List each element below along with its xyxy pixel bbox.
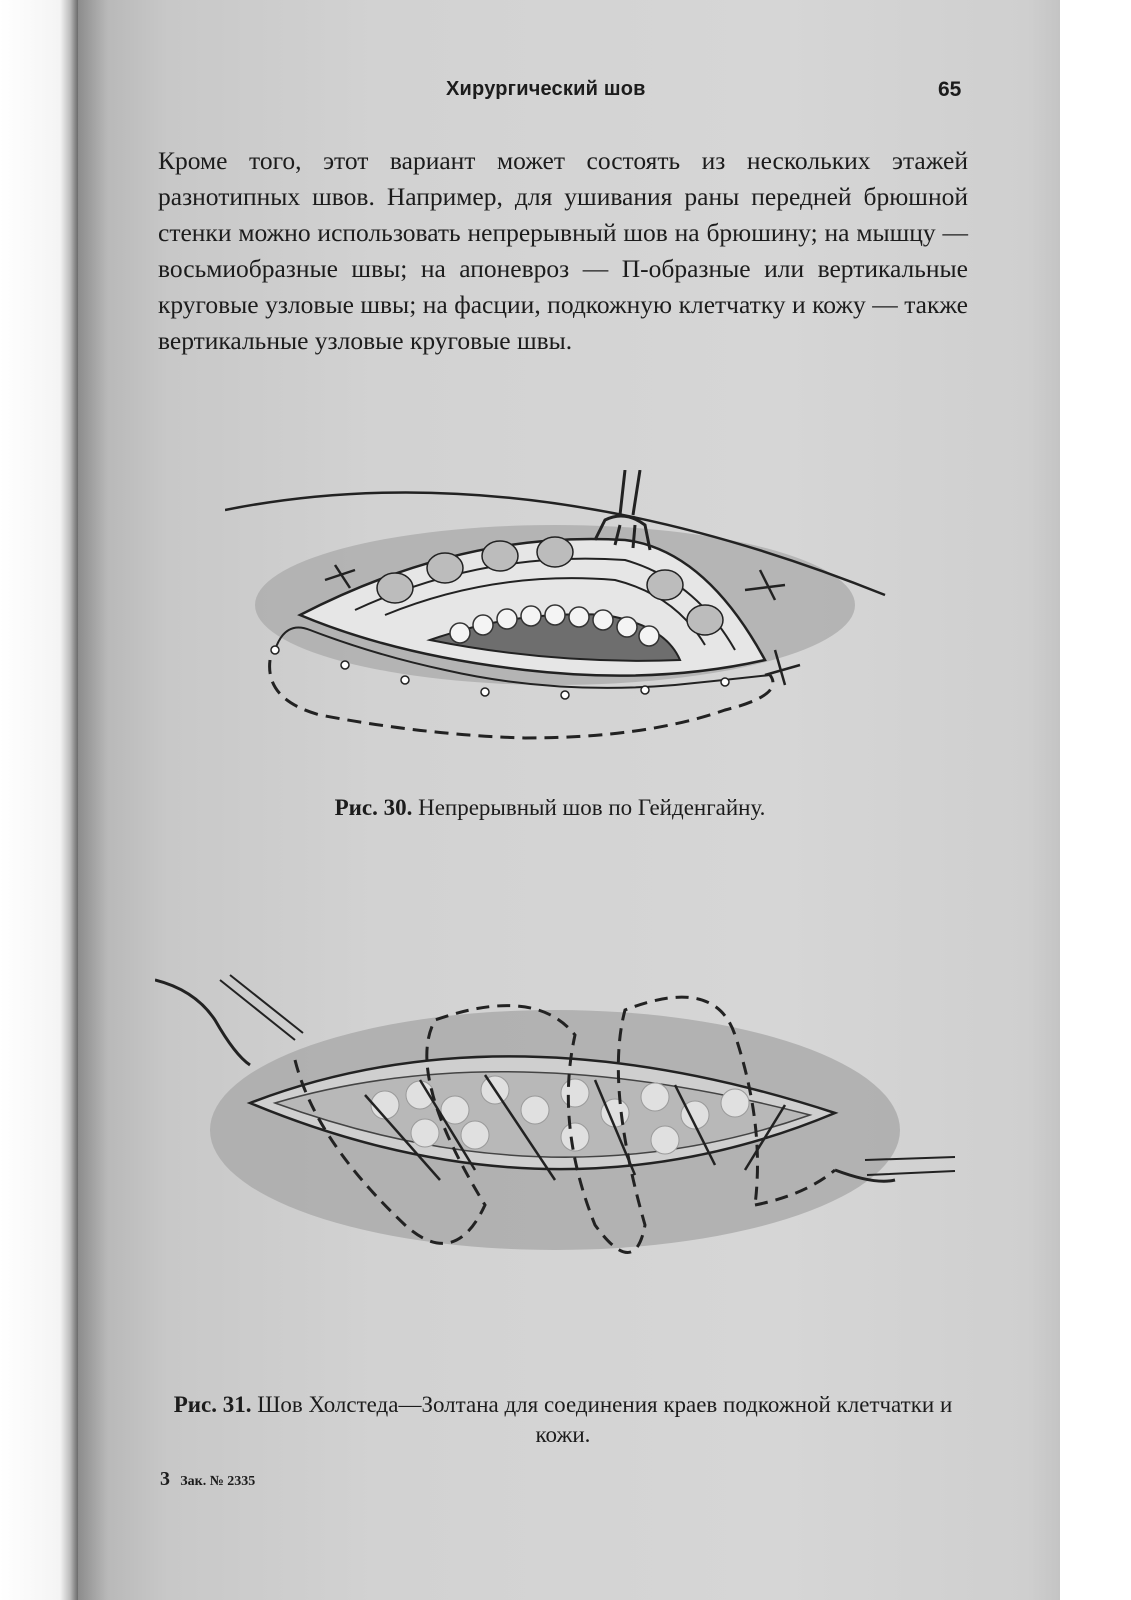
figure-31-caption <box>158 1390 968 1450</box>
needle-thread-in <box>220 975 303 1040</box>
figure-30-caption <box>250 793 850 823</box>
figure-31-caption-text: Шов Холстеда—Золтана для соединения краев подкожной клетчатки и кожи. <box>257 1392 953 1447</box>
page-number: 65 <box>938 78 962 101</box>
printer-signature <box>160 1468 255 1491</box>
signature-number: 3 <box>160 1468 170 1490</box>
figure-30-caption-text: Непрерывный шов по Гейденгайну. <box>418 795 766 820</box>
figure-31-label: Рис. 31. <box>173 1392 252 1417</box>
figure-30-illustration <box>225 470 925 770</box>
book-spine-shadow <box>0 0 78 1600</box>
order-number: Зак. № 2335 <box>180 1474 256 1489</box>
figure-31-illustration <box>155 965 975 1310</box>
running-title: Хирургический шов <box>446 78 646 100</box>
page-margin <box>1060 0 1131 1600</box>
figure-30-label: Рис. 30. <box>334 795 413 820</box>
body-paragraph: Кроме того, этот вариант может состоять из нескольких этажей разнотипных швов. Например, для ушивания раны передней брюшной стенки можно использовать непрерывный шов на брюшину; на мышцу — восьмиобразные швы; на апоневроз — П-образные или вертикальные круговые узловые швы; на фасции, подкожную клетчатку и кожу — также вертикальные узловые круговые швы. <box>158 146 968 355</box>
